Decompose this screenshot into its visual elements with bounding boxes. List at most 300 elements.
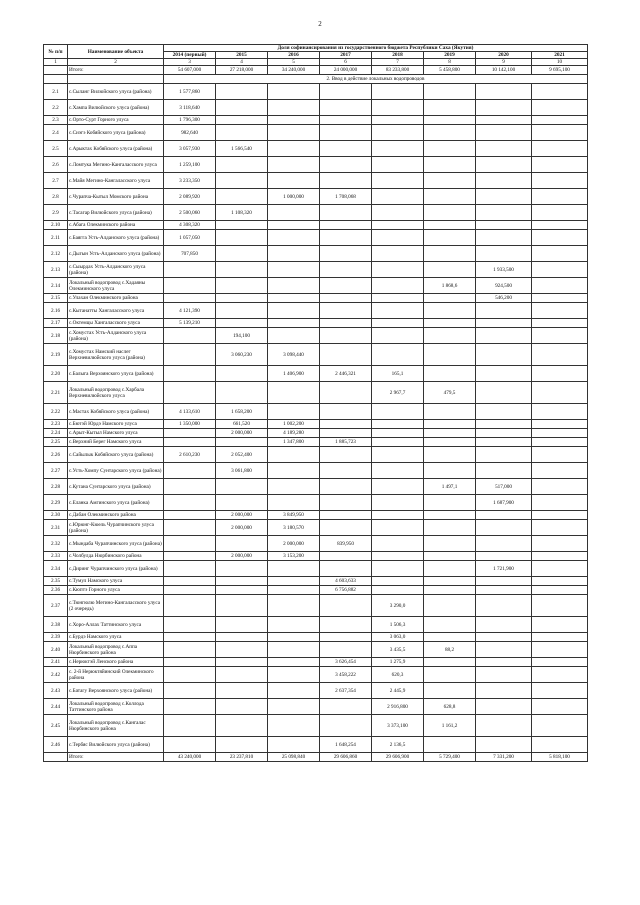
year-value: [268, 586, 320, 595]
column-index: 4: [216, 59, 268, 66]
table-row: [44, 683, 588, 699]
year-value: [476, 737, 532, 753]
year-value: [164, 642, 216, 658]
year-value: 707,850: [164, 246, 216, 262]
year-value: [372, 230, 424, 246]
year-header: 2016: [268, 52, 320, 59]
row-number: 2.4: [44, 125, 68, 141]
year-value: [476, 667, 532, 683]
year-value: [424, 344, 476, 366]
year-value: [476, 617, 532, 633]
year-value: 3 063,0: [372, 633, 424, 642]
year-value: [372, 205, 424, 221]
year-value: [216, 683, 268, 699]
row-number: 2.20: [44, 366, 68, 382]
year-value: [372, 100, 424, 116]
year-value: 1 868,6: [424, 278, 476, 294]
row-number: 2.44: [44, 699, 68, 715]
table-row: [44, 319, 588, 328]
year-value: [268, 699, 320, 715]
year-value: 4 603,633: [320, 577, 372, 586]
year-value: [476, 642, 532, 658]
year-value: [476, 246, 532, 262]
year-value: [268, 84, 320, 100]
row-number: 2.38: [44, 617, 68, 633]
year-value: [532, 633, 588, 642]
year-value: [268, 157, 320, 173]
year-value: [268, 737, 320, 753]
year-value: [320, 429, 372, 438]
object-name: с.Сиэгэ Кобяйского улуса (района): [68, 125, 164, 141]
year-value: [532, 561, 588, 577]
row-number: 2.2: [44, 100, 68, 116]
year-value: [268, 303, 320, 319]
year-value: [532, 520, 588, 536]
year-value: [424, 157, 476, 173]
year-value: [532, 511, 588, 520]
year-value: [268, 658, 320, 667]
year-value: [476, 84, 532, 100]
row-number: 2.25: [44, 438, 68, 447]
year-value: [424, 262, 476, 278]
total-top-value: 83 233,800: [372, 66, 424, 75]
row-number: 2.43: [44, 683, 68, 699]
table-row: [44, 294, 588, 303]
year-value: [424, 658, 476, 667]
object-name: с.Хомустах Намский наслег Верхневилюйского улуса (района): [68, 344, 164, 366]
object-name: с.Хомустах Усть-Алданского улуса (района): [68, 328, 164, 344]
year-value: [424, 319, 476, 328]
table-row: [44, 420, 588, 429]
row-number: 2.30: [44, 511, 68, 520]
year-value: [164, 328, 216, 344]
object-name: с.Юрюнг-Кюель Чурапчинского улуса (района): [68, 520, 164, 536]
year-value: [164, 561, 216, 577]
year-value: [216, 699, 268, 715]
row-number: 2.22: [44, 404, 68, 420]
year-value: [532, 495, 588, 511]
year-value: [268, 116, 320, 125]
year-value: 4 189,280: [268, 429, 320, 438]
year-value: [268, 125, 320, 141]
table-row: [44, 246, 588, 262]
year-value: 1 658,200: [216, 404, 268, 420]
year-value: 3 458,222: [320, 667, 372, 683]
object-name: с.Дабан Олекминского района: [68, 511, 164, 520]
year-value: [372, 511, 424, 520]
year-value: [268, 447, 320, 463]
year-value: [320, 116, 372, 125]
year-value: [476, 586, 532, 595]
year-value: [532, 617, 588, 633]
total-top-value: 27 218,000: [216, 66, 268, 75]
total-top-value: 10 142,100: [476, 66, 532, 75]
year-value: [476, 366, 532, 382]
year-value: [320, 246, 372, 262]
row-number: 2.9: [44, 205, 68, 221]
object-name: с.Верхний Берег Намского улуса: [68, 438, 164, 447]
year-value: [268, 328, 320, 344]
table-row: [44, 536, 588, 552]
object-name: Локальный водопровод с.Кангалас Нюрбинского района: [68, 715, 164, 737]
year-value: [320, 404, 372, 420]
year-value: [320, 595, 372, 617]
year-value: 2 916,800: [372, 699, 424, 715]
year-value: [532, 429, 588, 438]
row-number: 2.36: [44, 586, 68, 595]
year-value: [532, 658, 588, 667]
year-value: [372, 319, 424, 328]
year-value: 3 057,930: [164, 141, 216, 157]
year-value: [532, 595, 588, 617]
row-number: 2.18: [44, 328, 68, 344]
object-name: с.Бютэй Юрдэ Намского улуса: [68, 420, 164, 429]
year-value: [424, 552, 476, 561]
year-value: [476, 116, 532, 125]
year-value: [476, 141, 532, 157]
object-name: с.Еланка Амгинского улуса (района): [68, 495, 164, 511]
year-value: [320, 100, 372, 116]
year-value: [268, 463, 320, 479]
year-value: [268, 617, 320, 633]
year-value: [372, 189, 424, 205]
object-name: с.Дыгын Усть-Алданского улуса (района): [68, 246, 164, 262]
total-bottom-value: 5 729,400: [424, 753, 476, 762]
year-value: [268, 577, 320, 586]
object-name: с.Октемцы Хангаласского улуса: [68, 319, 164, 328]
object-name: с.Арыт-Кытыл Намского улуса: [68, 429, 164, 438]
table-row: [44, 189, 588, 205]
year-value: 1 000,000: [268, 189, 320, 205]
year-value: [372, 344, 424, 366]
year-value: [476, 319, 532, 328]
year-value: 1 275,9: [372, 658, 424, 667]
year-value: 1 708,068: [320, 189, 372, 205]
year-value: 3 626,454: [320, 658, 372, 667]
table-row: [44, 278, 588, 294]
year-value: [372, 577, 424, 586]
year-value: [320, 552, 372, 561]
year-value: [476, 404, 532, 420]
table-row: [44, 438, 588, 447]
year-value: [424, 294, 476, 303]
object-name: с.Кюптэ Горного улуса: [68, 586, 164, 595]
year-value: [216, 479, 268, 495]
year-value: 3 849,950: [268, 511, 320, 520]
year-value: [532, 294, 588, 303]
object-name: с.Баягга Усть-Алданского улуса (района): [68, 230, 164, 246]
year-value: [372, 495, 424, 511]
year-value: [320, 319, 372, 328]
year-value: [532, 463, 588, 479]
year-value: [216, 586, 268, 595]
year-value: [532, 642, 588, 658]
year-value: [372, 420, 424, 429]
year-value: [424, 683, 476, 699]
year-value: [372, 303, 424, 319]
year-value: 2 610,230: [164, 447, 216, 463]
year-value: [320, 642, 372, 658]
object-name: с.Хампа Вилюйского улуса (района): [68, 100, 164, 116]
year-header: 2020: [476, 52, 532, 59]
year-value: [476, 221, 532, 230]
year-value: [476, 463, 532, 479]
year-value: [476, 303, 532, 319]
table-row: [44, 344, 588, 366]
year-value: [372, 84, 424, 100]
row-number: 2.7: [44, 173, 68, 189]
year-value: 2 500,060: [164, 205, 216, 221]
indices-header-row: [44, 59, 588, 66]
year-value: 2 000,000: [216, 511, 268, 520]
row-number: 2.15: [44, 294, 68, 303]
year-value: [424, 125, 476, 141]
table-row: [44, 520, 588, 536]
table-row: [44, 617, 588, 633]
year-value: [216, 366, 268, 382]
year-value: [424, 447, 476, 463]
row-number: 2.29: [44, 495, 68, 511]
year-value: [476, 552, 532, 561]
year-value: [372, 438, 424, 447]
year-value: [216, 319, 268, 328]
year-value: 1 566,540: [216, 141, 268, 157]
year-value: [424, 577, 476, 586]
year-value: [424, 561, 476, 577]
year-value: [532, 536, 588, 552]
year-value: [216, 125, 268, 141]
year-value: [476, 205, 532, 221]
year-value: [532, 84, 588, 100]
year-value: 2 000,000: [216, 429, 268, 438]
year-value: [164, 344, 216, 366]
year-value: [268, 246, 320, 262]
year-value: [268, 479, 320, 495]
year-value: [532, 116, 588, 125]
object-name: с.Чолбулда Нюрбинского района: [68, 552, 164, 561]
year-value: 517,000: [476, 479, 532, 495]
year-value: [268, 173, 320, 189]
table-row: [44, 157, 588, 173]
year-value: [216, 189, 268, 205]
total-bottom-value: 7 331,200: [476, 753, 532, 762]
year-value: [320, 262, 372, 278]
year-header: 2014 (первый): [164, 52, 216, 59]
year-value: 628,8: [424, 699, 476, 715]
column-index: 6: [320, 59, 372, 66]
object-name: с.Сыланг Вилюйского улуса (района): [68, 84, 164, 100]
year-value: [372, 429, 424, 438]
year-value: [216, 633, 268, 642]
table-row: [44, 715, 588, 737]
total-bottom-value: 5 818,100: [532, 753, 588, 762]
year-value: [320, 447, 372, 463]
year-value: [476, 683, 532, 699]
row-number: 2.24: [44, 429, 68, 438]
total-top-value: 9 695,100: [532, 66, 588, 75]
year-value: [164, 633, 216, 642]
year-value: [532, 404, 588, 420]
total-bottom-value: 23 237,810: [216, 753, 268, 762]
total-bottom-value: 25 098,840: [268, 753, 320, 762]
column-index: 3: [164, 59, 216, 66]
year-value: 4 133,610: [164, 404, 216, 420]
table-row: [44, 100, 588, 116]
year-value: 3 118,640: [164, 100, 216, 116]
year-value: [532, 577, 588, 586]
year-value: 2 000,000: [268, 536, 320, 552]
object-name: с.Мындаба Чурапчинского улуса (района): [68, 536, 164, 552]
year-value: [216, 173, 268, 189]
year-value: [532, 125, 588, 141]
year-value: 1 350,000: [164, 420, 216, 429]
total-bottom-label: Итого:: [68, 753, 164, 762]
year-value: [216, 116, 268, 125]
row-number: 2.34: [44, 561, 68, 577]
table-row: [44, 495, 588, 511]
year-value: [372, 125, 424, 141]
year-value: [532, 303, 588, 319]
year-value: 2 446,321: [320, 366, 372, 382]
year-value: [424, 633, 476, 642]
year-value: [216, 495, 268, 511]
column-index: 2: [68, 59, 164, 66]
row-number: 2.42: [44, 667, 68, 683]
year-value: [164, 715, 216, 737]
year-value: [532, 141, 588, 157]
year-value: [532, 221, 588, 230]
total-top-value: 54 607,000: [164, 66, 216, 75]
year-value: 839,950: [320, 536, 372, 552]
year-value: 546,200: [476, 294, 532, 303]
year-value: 165,1: [372, 366, 424, 382]
year-value: [268, 100, 320, 116]
year-value: 4 308,320: [164, 221, 216, 230]
table-row: [44, 511, 588, 520]
year-value: 3 060,230: [216, 344, 268, 366]
year-value: [320, 479, 372, 495]
year-value: [164, 617, 216, 633]
year-value: [268, 319, 320, 328]
year-value: [532, 699, 588, 715]
year-value: [164, 552, 216, 561]
year-value: [216, 157, 268, 173]
year-value: [320, 715, 372, 737]
year-value: [476, 633, 532, 642]
row-number: 2.1: [44, 84, 68, 100]
year-value: [532, 278, 588, 294]
year-value: [372, 463, 424, 479]
year-value: [320, 495, 372, 511]
year-value: [164, 683, 216, 699]
table-row: [44, 221, 588, 230]
year-value: [164, 463, 216, 479]
table-row: [44, 262, 588, 278]
object-name: с.Бурдэ Намского улуса: [68, 633, 164, 642]
year-value: [532, 447, 588, 463]
year-value: [216, 246, 268, 262]
year-value: [320, 84, 372, 100]
year-value: [424, 366, 476, 382]
year-value: [216, 294, 268, 303]
object-name: с.Орто-Сурт Горного улуса: [68, 116, 164, 125]
year-value: [532, 715, 588, 737]
year-value: [268, 633, 320, 642]
row-number: 2.11: [44, 230, 68, 246]
year-value: [532, 100, 588, 116]
year-value: [476, 658, 532, 667]
object-name: с.Майя Мегино-Кангаласского улуса: [68, 173, 164, 189]
year-value: [320, 278, 372, 294]
row-number: 2.45: [44, 715, 68, 737]
year-value: [424, 463, 476, 479]
object-name: с.Ломтука Мегино-Кангаласского улуса: [68, 157, 164, 173]
object-name: с.Чурапча-Кытыл Момского района: [68, 189, 164, 205]
year-value: 2 089,920: [164, 189, 216, 205]
table-row: [44, 633, 588, 642]
table-row: [44, 303, 588, 319]
year-value: [476, 382, 532, 404]
row-number: 2.27: [44, 463, 68, 479]
table-row: [44, 447, 588, 463]
year-value: [320, 699, 372, 715]
year-value: [476, 447, 532, 463]
year-value: [476, 438, 532, 447]
year-value: [320, 463, 372, 479]
object-name: с.Кытанатты Хангаласского улуса: [68, 303, 164, 319]
year-header: 2017: [320, 52, 372, 59]
total-top-value: 24 000,000: [320, 66, 372, 75]
year-value: 6 756,882: [320, 586, 372, 595]
row-number: 2.41: [44, 658, 68, 667]
year-value: [216, 382, 268, 404]
object-name: с.Диринг Чурапчинского улуса (района): [68, 561, 164, 577]
year-value: [532, 479, 588, 495]
total-top-value: 34 240,000: [268, 66, 320, 75]
table-row: [44, 699, 588, 715]
year-value: [268, 221, 320, 230]
total-top-row: [44, 66, 588, 75]
year-value: [216, 438, 268, 447]
table-row: [44, 84, 588, 100]
year-value: [532, 173, 588, 189]
table-row: [44, 586, 588, 595]
year-value: [216, 100, 268, 116]
year-header: 2019: [424, 52, 476, 59]
year-value: [532, 157, 588, 173]
year-value: [268, 262, 320, 278]
object-name: с.Арыктах Кобяйского улуса (района): [68, 141, 164, 157]
year-value: 3 153,200: [268, 552, 320, 561]
year-value: [164, 667, 216, 683]
year-value: [532, 246, 588, 262]
year-value: 4 121,390: [164, 303, 216, 319]
table-row: [44, 205, 588, 221]
year-value: [424, 141, 476, 157]
year-value: [372, 116, 424, 125]
object-name: Локальный водопровод с.Коллода Таттинского района: [68, 699, 164, 715]
object-name: с.Сайылык Кобяйского улуса (района): [68, 447, 164, 463]
year-value: [320, 633, 372, 642]
table-row: [44, 561, 588, 577]
section-title: 2. Ввод в действие локальных водопроводов: [164, 75, 588, 84]
table-row: [44, 667, 588, 683]
year-value: [164, 278, 216, 294]
year-value: [424, 230, 476, 246]
year-value: [164, 479, 216, 495]
year-value: [372, 479, 424, 495]
year-value: [476, 230, 532, 246]
